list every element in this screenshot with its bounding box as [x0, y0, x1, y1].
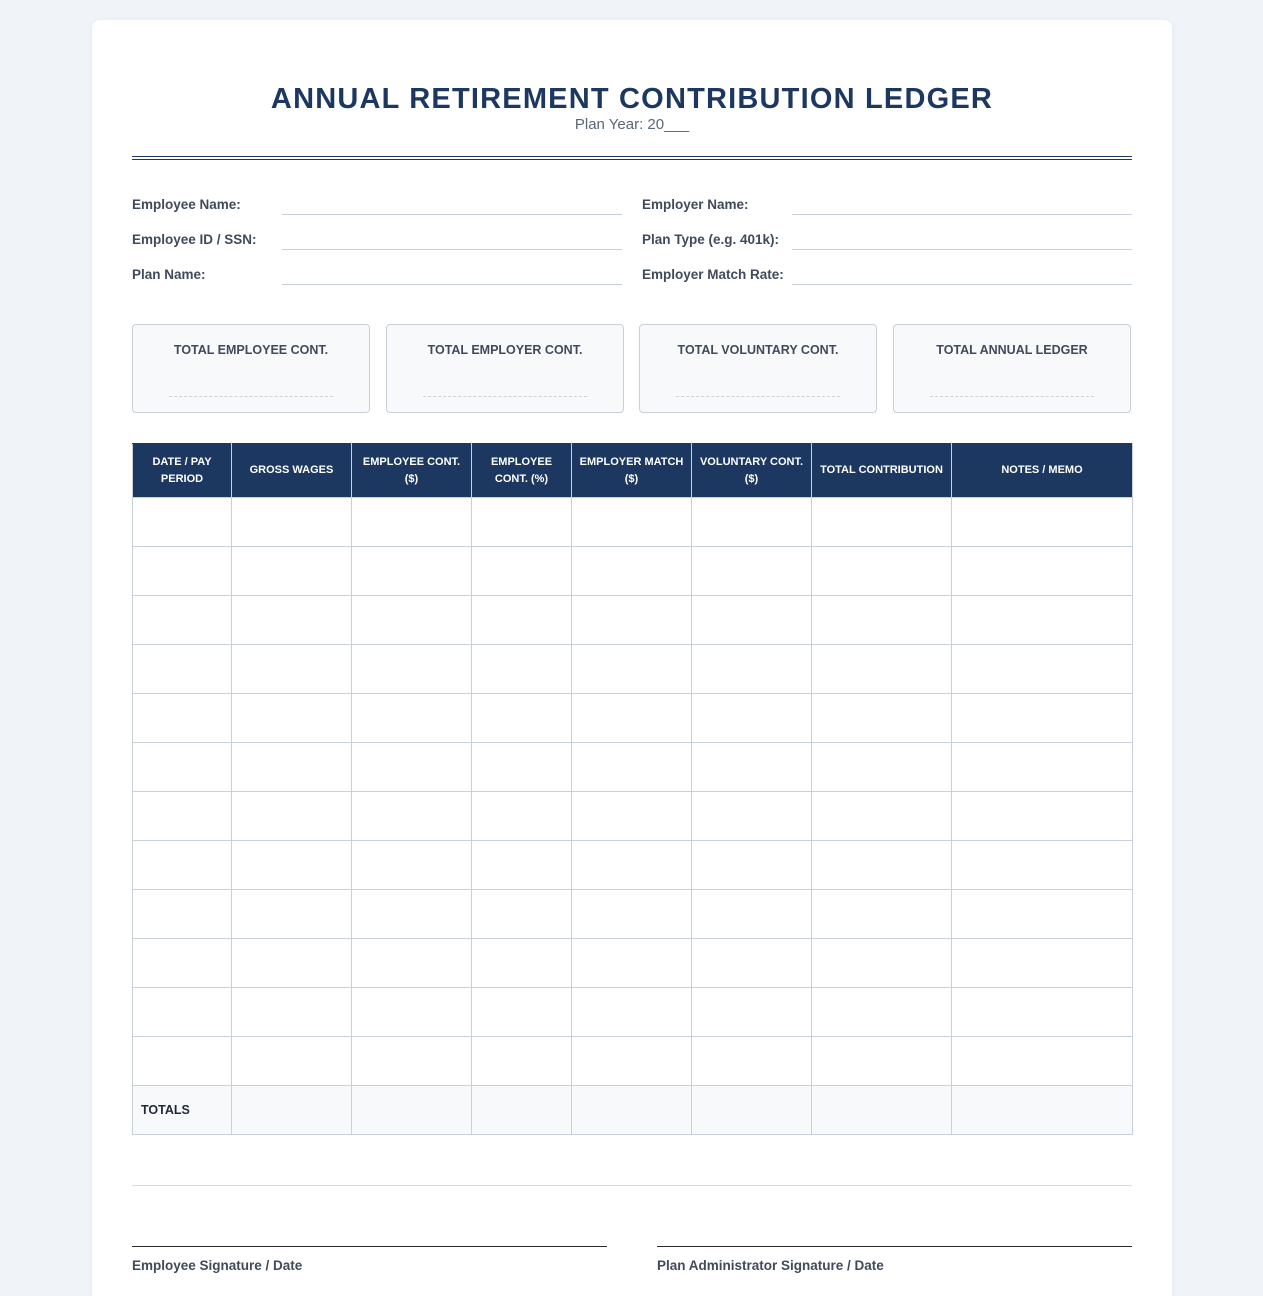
table-cell[interactable] — [952, 890, 1133, 939]
table-cell[interactable] — [232, 988, 352, 1037]
table-cell[interactable] — [952, 792, 1133, 841]
table-cell[interactable] — [692, 645, 812, 694]
table-cell[interactable] — [232, 939, 352, 988]
employee-id-input-line[interactable] — [282, 249, 622, 250]
table-cell[interactable] — [572, 1037, 692, 1086]
table-cell[interactable] — [952, 743, 1133, 792]
plan-name-label: Plan Name: — [132, 267, 206, 282]
table-cell[interactable] — [952, 1086, 1133, 1135]
header-rule-bottom — [132, 159, 1132, 160]
employer-name-field[interactable] — [642, 191, 1132, 221]
table-cell[interactable] — [352, 841, 472, 890]
table-cell[interactable] — [692, 890, 812, 939]
table-row — [133, 596, 1133, 645]
summary-value-line — [423, 396, 587, 397]
summary-label: TOTAL EMPLOYEE CONT. — [173, 343, 329, 357]
table-cell[interactable] — [572, 841, 692, 890]
table-cell[interactable] — [133, 743, 232, 792]
table-row — [133, 498, 1133, 547]
column-header-gross-wages: GROSS WAGES — [232, 444, 352, 498]
table-row — [133, 547, 1133, 596]
table-cell[interactable] — [232, 498, 352, 547]
summary-value-line — [676, 396, 840, 397]
totals-row — [133, 1086, 1133, 1135]
table-cell[interactable] — [692, 939, 812, 988]
table-cell[interactable] — [692, 694, 812, 743]
summary-value-line — [930, 396, 1094, 397]
table-cell[interactable] — [572, 547, 692, 596]
employee-signature-line[interactable] — [132, 1246, 607, 1247]
employee-name-field[interactable] — [132, 191, 622, 221]
table-cell[interactable] — [952, 988, 1133, 1037]
table-cell[interactable] — [572, 498, 692, 547]
table-row — [133, 841, 1133, 890]
table-cell[interactable] — [952, 841, 1133, 890]
table-cell[interactable] — [133, 694, 232, 743]
match-rate-field[interactable] — [642, 261, 1132, 291]
table-cell[interactable] — [232, 596, 352, 645]
summary-label: TOTAL VOLUNTARY CONT. — [677, 343, 839, 357]
table-cell[interactable] — [692, 596, 812, 645]
ledger-page — [92, 20, 1172, 1296]
ledger-table — [132, 443, 1133, 1135]
summary-value-line — [169, 396, 333, 397]
table-cell[interactable] — [352, 1037, 472, 1086]
page-title: ANNUAL RETIREMENT CONTRIBUTION LEDGER — [270, 83, 994, 115]
table-cell[interactable] — [232, 1037, 352, 1086]
table-cell[interactable] — [812, 743, 952, 792]
table-cell[interactable] — [352, 694, 472, 743]
table-cell[interactable] — [572, 988, 692, 1037]
table-cell[interactable] — [352, 890, 472, 939]
table-row — [133, 743, 1133, 792]
table-cell[interactable] — [472, 890, 572, 939]
table-cell[interactable] — [692, 988, 812, 1037]
table-cell[interactable] — [572, 890, 692, 939]
table-cell[interactable] — [472, 1037, 572, 1086]
table-cell[interactable] — [472, 988, 572, 1037]
table-cell[interactable] — [692, 1037, 812, 1086]
table-header-row — [133, 444, 1133, 498]
table-cell[interactable] — [133, 1037, 232, 1086]
table-cell[interactable] — [572, 1086, 692, 1135]
table-cell[interactable] — [952, 645, 1133, 694]
table-cell[interactable] — [692, 743, 812, 792]
table-cell[interactable] — [352, 792, 472, 841]
table-cell[interactable] — [352, 988, 472, 1037]
table-cell[interactable] — [232, 841, 352, 890]
table-cell[interactable] — [472, 498, 572, 547]
column-header-notes: NOTES / MEMO — [952, 444, 1133, 498]
table-cell[interactable] — [472, 841, 572, 890]
employer-name-label: Employer Name: — [642, 197, 749, 212]
table-cell[interactable] — [572, 694, 692, 743]
table-row — [133, 890, 1133, 939]
table-cell[interactable] — [812, 1086, 952, 1135]
table-cell[interactable] — [812, 890, 952, 939]
table-cell[interactable] — [472, 792, 572, 841]
table-cell[interactable] — [133, 988, 232, 1037]
table-cell[interactable] — [472, 596, 572, 645]
employee-signature-label: Employee Signature / Date — [132, 1258, 303, 1273]
match-rate-label: Employer Match Rate: — [642, 267, 784, 282]
table-cell[interactable] — [692, 1086, 812, 1135]
summary-box-employer[interactable] — [386, 324, 624, 413]
column-header-total-contribution: TOTAL CONTRIBUTION — [812, 444, 952, 498]
plan-type-input-line[interactable] — [792, 249, 1132, 250]
table-row — [133, 1037, 1133, 1086]
table-cell[interactable] — [472, 645, 572, 694]
column-header-voluntary-cont: VOLUNTARY CONT. ($) — [692, 444, 812, 498]
column-header-employee-cont-percent: EMPLOYEE CONT. (%) — [472, 444, 572, 498]
table-cell[interactable] — [572, 939, 692, 988]
table-cell[interactable] — [812, 596, 952, 645]
table-cell[interactable] — [812, 694, 952, 743]
plan-year-label: Plan Year: 20___ — [574, 116, 690, 133]
employee-name-label: Employee Name: — [132, 197, 241, 212]
employer-name-input-line[interactable] — [792, 214, 1132, 215]
table-row — [133, 645, 1133, 694]
table-cell[interactable] — [952, 596, 1133, 645]
match-rate-input-line[interactable] — [792, 284, 1132, 285]
table-cell[interactable] — [472, 547, 572, 596]
table-row — [133, 939, 1133, 988]
table-cell[interactable] — [133, 547, 232, 596]
table-cell[interactable] — [572, 792, 692, 841]
table-cell[interactable] — [352, 743, 472, 792]
table-cell[interactable] — [572, 645, 692, 694]
table-cell[interactable] — [232, 792, 352, 841]
table-cell[interactable] — [692, 792, 812, 841]
table-cell[interactable] — [352, 547, 472, 596]
table-cell[interactable] — [572, 743, 692, 792]
table-cell[interactable] — [812, 498, 952, 547]
table-cell[interactable] — [812, 792, 952, 841]
table-cell[interactable] — [812, 547, 952, 596]
totals-label: TOTALS — [133, 1086, 232, 1135]
summary-box-annual[interactable] — [893, 324, 1131, 413]
table-cell[interactable] — [812, 841, 952, 890]
table-cell[interactable] — [692, 547, 812, 596]
table-cell[interactable] — [352, 1086, 472, 1135]
table-cell[interactable] — [352, 498, 472, 547]
table-cell[interactable] — [952, 694, 1133, 743]
table-cell[interactable] — [133, 792, 232, 841]
table-cell[interactable] — [232, 547, 352, 596]
summary-label: TOTAL ANNUAL LEDGER — [936, 343, 1088, 357]
table-cell[interactable] — [472, 694, 572, 743]
column-header-employee-cont-dollars: EMPLOYEE CONT. ($) — [352, 444, 472, 498]
table-cell[interactable] — [232, 743, 352, 792]
plan-type-label: Plan Type (e.g. 401k): — [642, 232, 780, 247]
table-cell[interactable] — [133, 890, 232, 939]
table-cell[interactable] — [812, 939, 952, 988]
table-cell[interactable] — [352, 939, 472, 988]
table-cell[interactable] — [232, 890, 352, 939]
administrator-signature-label: Plan Administrator Signature / Date — [657, 1258, 884, 1273]
table-row — [133, 988, 1133, 1037]
summary-box-voluntary[interactable] — [639, 324, 877, 413]
table-cell[interactable] — [133, 645, 232, 694]
plan-type-field[interactable] — [642, 226, 1132, 256]
table-cell[interactable] — [812, 1037, 952, 1086]
table-cell[interactable] — [812, 988, 952, 1037]
table-cell[interactable] — [572, 596, 692, 645]
summary-box-employee[interactable] — [132, 324, 370, 413]
table-cell[interactable] — [133, 841, 232, 890]
table-cell[interactable] — [692, 841, 812, 890]
table-cell[interactable] — [952, 547, 1133, 596]
signature-divider — [132, 1185, 1132, 1186]
table-row — [133, 694, 1133, 743]
table-cell[interactable] — [472, 939, 572, 988]
table-cell[interactable] — [952, 498, 1133, 547]
employee-id-label: Employee ID / SSN: — [132, 232, 257, 247]
table-cell[interactable] — [952, 939, 1133, 988]
table-cell[interactable] — [232, 694, 352, 743]
table-cell[interactable] — [133, 596, 232, 645]
plan-name-input-line[interactable] — [282, 284, 622, 285]
column-header-employer-match: EMPLOYER MATCH ($) — [572, 444, 692, 498]
table-cell[interactable] — [812, 645, 952, 694]
header-rule-top — [132, 156, 1132, 157]
table-cell[interactable] — [952, 1037, 1133, 1086]
employee-name-input-line[interactable] — [282, 214, 622, 215]
table-cell[interactable] — [133, 939, 232, 988]
table-cell[interactable] — [472, 1086, 572, 1135]
table-cell[interactable] — [352, 645, 472, 694]
employee-id-field[interactable] — [132, 226, 622, 256]
table-cell[interactable] — [232, 645, 352, 694]
table-row — [133, 792, 1133, 841]
table-cell[interactable] — [472, 743, 572, 792]
table-cell[interactable] — [133, 498, 232, 547]
column-header-date: DATE / PAY PERIOD — [133, 444, 232, 498]
table-cell[interactable] — [692, 498, 812, 547]
administrator-signature-line[interactable] — [657, 1246, 1132, 1247]
plan-name-field[interactable] — [132, 261, 622, 291]
summary-label: TOTAL EMPLOYER CONT. — [427, 343, 583, 357]
table-cell[interactable] — [232, 1086, 352, 1135]
table-cell[interactable] — [352, 596, 472, 645]
